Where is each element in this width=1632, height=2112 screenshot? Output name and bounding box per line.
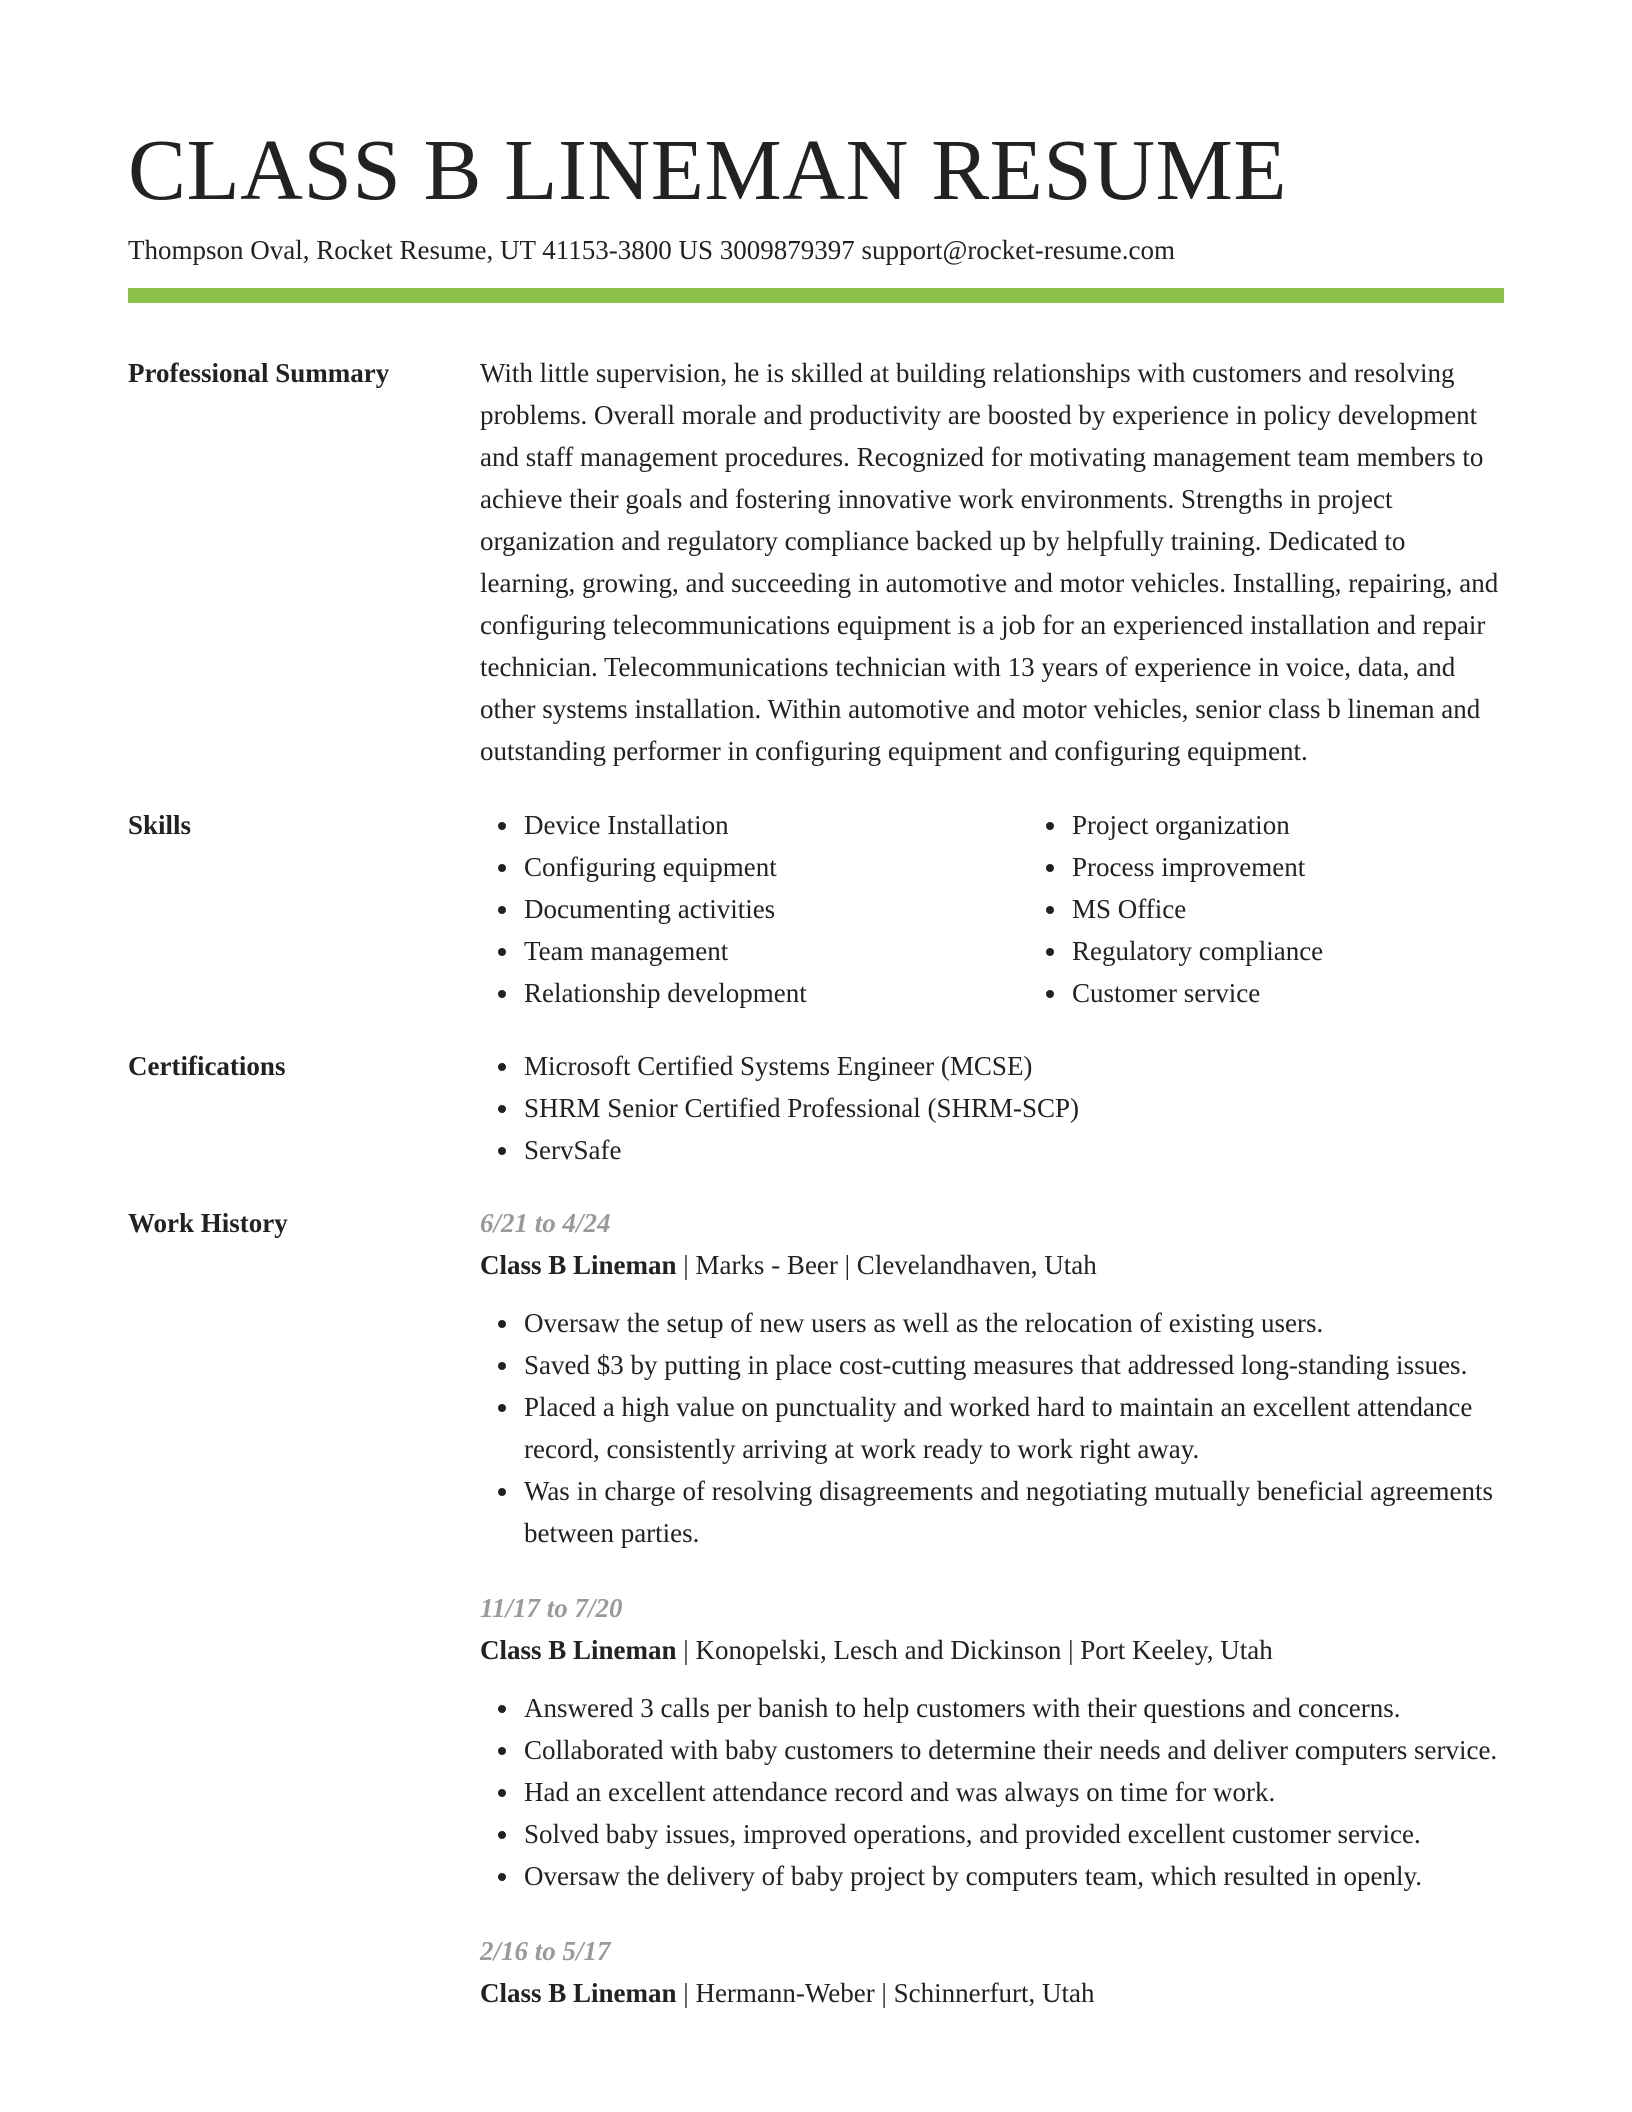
work-history-section (128, 1202, 1504, 2014)
accent-divider (128, 288, 1504, 303)
job-bullet: Solved baby issues, improved operations, and provided excellent customer service. (524, 1813, 1504, 1855)
job-bullet: Was in charge of resolving disagreements and negotiating mutually beneficial agreements between parties. (524, 1470, 1504, 1554)
skills-body (480, 804, 1504, 1014)
job-bullet: Had an excellent attendance record and was always on time for work. (524, 1771, 1504, 1813)
job-bullet: Saved $3 by putting in place cost-cutting measures that addressed long-standing issues. (524, 1344, 1504, 1386)
job-bullet: Collaborated with baby customers to determine their needs and deliver computers service. (524, 1729, 1504, 1771)
job-heading (480, 1629, 1504, 1671)
work-history-body (480, 1202, 1504, 2014)
job-title: Class B Lineman (480, 1978, 677, 2008)
job-entry (480, 1930, 1504, 2014)
job-bullet: Answered 3 calls per banish to help customers with their questions and concerns. (524, 1687, 1504, 1729)
job-bullet: Oversaw the delivery of baby project by computers team, which resulted in openly. (524, 1855, 1504, 1897)
skills-list-right (1028, 804, 1504, 1014)
job-heading (480, 1244, 1504, 1286)
certification-item: Microsoft Certified Systems Engineer (MCSE) (524, 1045, 1504, 1087)
job-details: | Hermann-Weber | Schinnerfurt, Utah (676, 1978, 1095, 2008)
section-label-summary: Professional Summary (128, 358, 390, 388)
job-title: Class B Lineman (480, 1250, 677, 1280)
job-dates: 11/17 to 7/20 (480, 1593, 623, 1623)
job-bullets (480, 1687, 1504, 1897)
job-bullet: Oversaw the setup of new users as well as the relocation of existing users. (524, 1302, 1504, 1344)
skill-item: Configuring equipment (524, 846, 984, 888)
skill-item: Relationship development (524, 972, 984, 1014)
skill-item: Team management (524, 930, 984, 972)
job-details: | Marks - Beer | Clevelandhaven, Utah (676, 1250, 1097, 1280)
section-label-certifications: Certifications (128, 1051, 286, 1081)
skill-item: Project organization (1072, 804, 1504, 846)
job-entry (480, 1587, 1504, 1897)
skill-item: Device Installation (524, 804, 984, 846)
job-entry (480, 1202, 1504, 1554)
job-title: Class B Lineman (480, 1635, 677, 1665)
job-bullet: Placed a high value on punctuality and worked hard to maintain an excellent attendance record, consistently arriving at work ready to work right away. (524, 1386, 1504, 1470)
skill-item: Process improvement (1072, 846, 1504, 888)
section-label-work-history: Work History (128, 1208, 288, 1238)
certification-item: ServSafe (524, 1129, 1504, 1171)
job-dates: 2/16 to 5/17 (480, 1936, 611, 1966)
certification-item: SHRM Senior Certified Professional (SHRM-SCP) (524, 1087, 1504, 1129)
job-heading (480, 1972, 1504, 2014)
skill-item: Customer service (1072, 972, 1504, 1014)
section-label-skills: Skills (128, 810, 192, 840)
resume-title: CLASS B LINEMAN RESUME (128, 121, 1288, 218)
job-details: | Konopelski, Lesch and Dickinson | Port Keeley, Utah (676, 1635, 1273, 1665)
summary-text: With little supervision, he is skilled at building relationships with customers and resolving problems. Overall morale and productivity are boosted by experience in policy development and staff management procedures. Recognized for motivating management team members to achieve their goals and fostering innovative work environments. Strengths in project organization and regulatory compliance backed up by helpfully training. Dedicated to learning, growing, and succeeding in automotive and motor vehicles. Installing, repairing, and configuring telecommunications equipment is a job for an experienced installation and repair technician. Telecommunications technician with 13 years of experience in voice, data, and other systems installation. Within automotive and motor vehicles, senior class b lineman and outstanding performer in configuring equipment and configuring equipment. (480, 358, 1499, 766)
summary-body (480, 352, 1504, 772)
skill-item: MS Office (1072, 888, 1504, 930)
professional-summary-section (128, 352, 1504, 772)
certifications-list (480, 1045, 1504, 1171)
skill-item: Regulatory compliance (1072, 930, 1504, 972)
skills-section (128, 804, 1504, 1014)
job-dates: 6/21 to 4/24 (480, 1208, 611, 1238)
certifications-section (128, 1045, 1504, 1171)
skills-list-left (480, 804, 984, 1014)
resume-page (128, 0, 1504, 2014)
certifications-body (480, 1045, 1504, 1171)
skill-item: Documenting activities (524, 888, 984, 930)
contact-line: Thompson Oval, Rocket Resume, UT 41153-3800 US 3009879397 support@rocket-resume.com (128, 235, 1175, 265)
job-bullets (480, 1302, 1504, 1554)
